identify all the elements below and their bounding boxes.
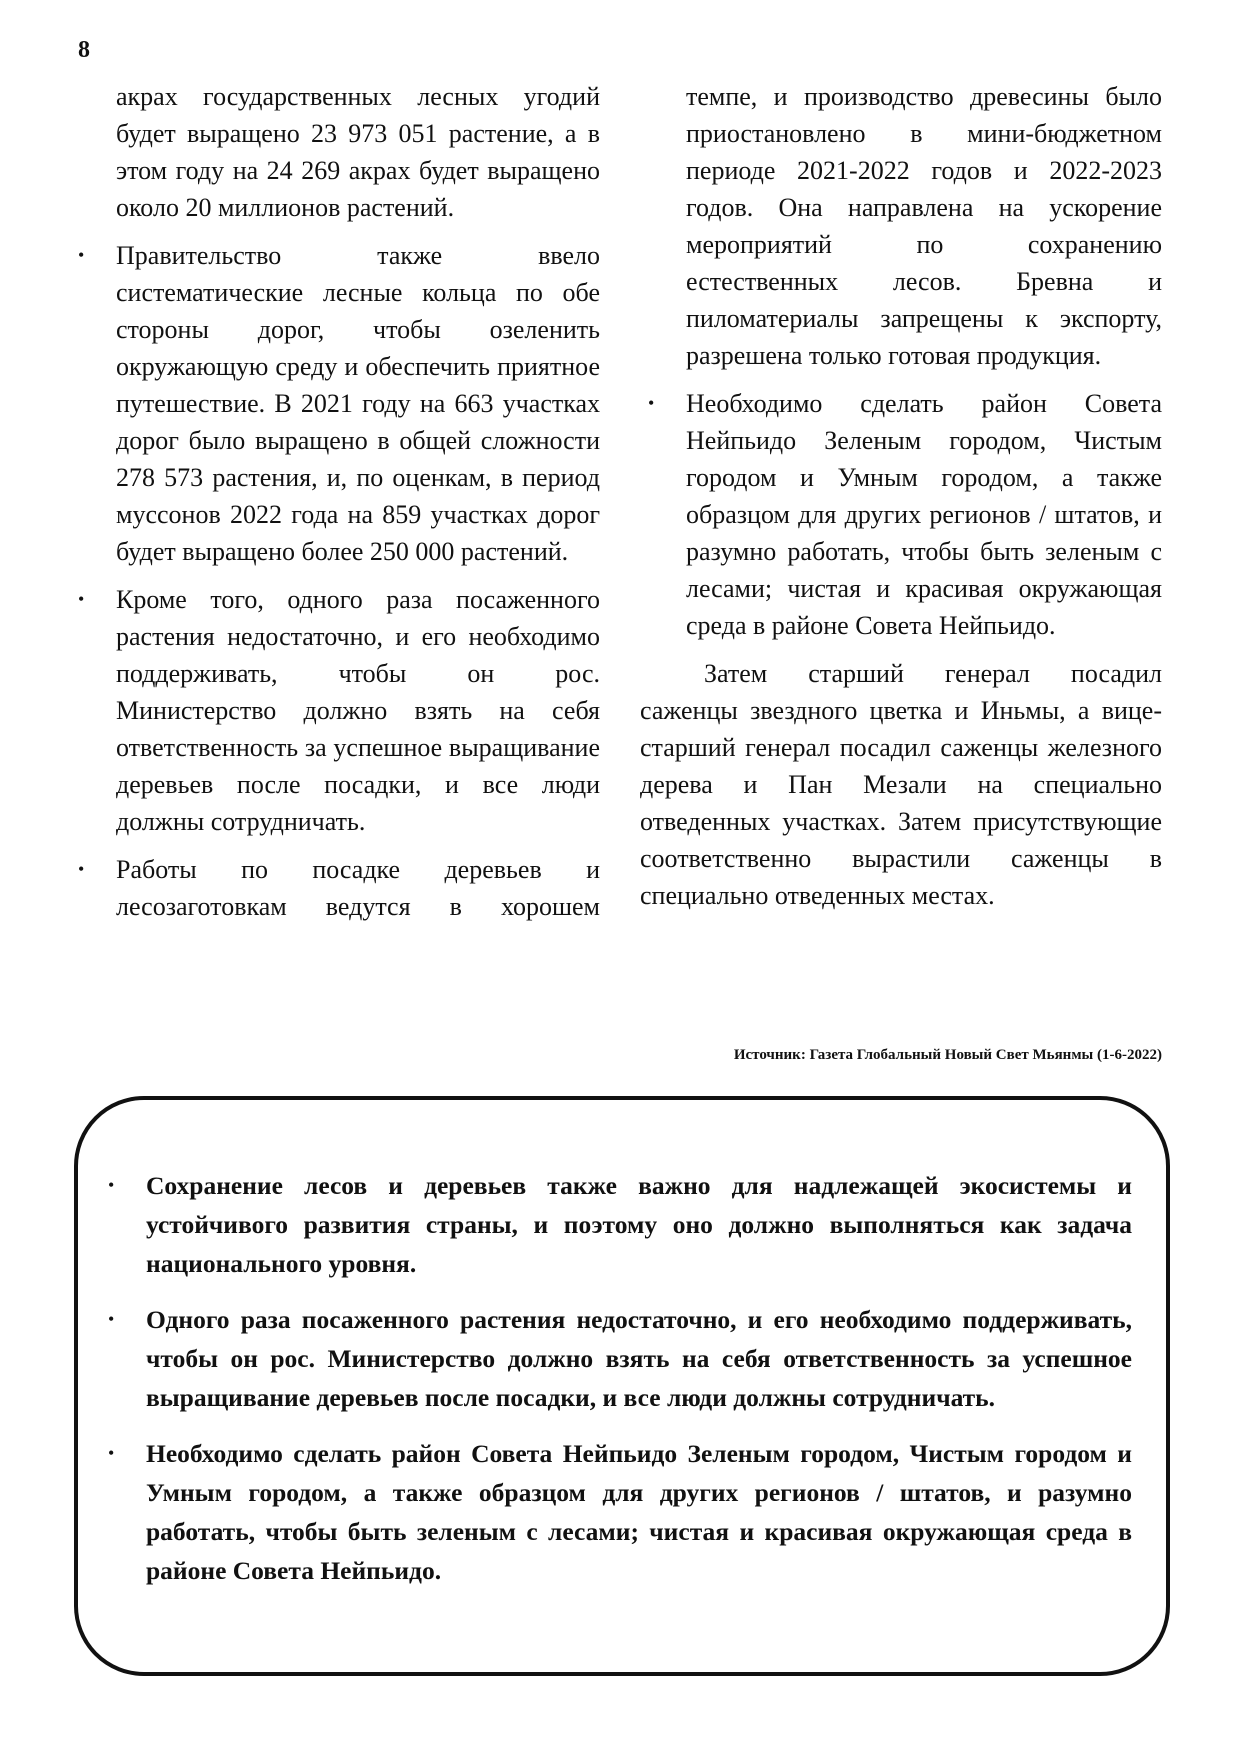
bullet-icon: • xyxy=(108,1443,115,1463)
bullet-icon: • xyxy=(108,1309,115,1329)
left-bullet-text: Кроме того, одного раза посаженного растения недостаточно, и его необходимо поддерживать, чтобы он рос. Министерство должно взять на себя ответственность за успешное выращивание деревьев после посадки, и все люди должны сотрудничать. xyxy=(116,585,600,836)
right-bullet-text: Необходимо сделать район Совета Нейпьидо Зеленым городом, Чистым городом и Умным городом, а также образцом для других регионов / штатов, и разумно работать, чтобы быть зеленым с лесами; чистая и красивая окружающая среда в районе Совета Нейпьидо. xyxy=(686,389,1162,640)
left-column xyxy=(70,78,600,936)
bullet-icon: • xyxy=(78,859,85,879)
source-citation: Источник: Газета Глобальный Новый Свет Мьянмы (1-6-2022) xyxy=(733,1047,1162,1063)
summary-bullet-item xyxy=(106,1300,1132,1417)
left-bullet-text: Работы по посадке деревьев и лесозаготовкам ведутся в хорошем xyxy=(116,855,600,921)
summary-bullet-item xyxy=(106,1434,1132,1590)
closing-paragraph: Затем старший генерал посадил саженцы звездного цветка и Иньмы, а вице-старший генерал посадил саженцы железного дерева и Пан Мезали на специально отведенных участках. Затем присутствующие соответственно вырастили саженцы в специально отведенных местах. xyxy=(640,659,1162,910)
summary-bullet-text: Сохранение лесов и деревьев также важно для надлежащей экосистемы и устойчивого развития страны, и поэтому оно должно выполняться как задача национального уровня. xyxy=(146,1171,1132,1278)
summary-bullet-item xyxy=(106,1166,1132,1283)
right-bullet-item xyxy=(640,385,1162,644)
page-number: 8 xyxy=(78,37,90,63)
summary-bullet-text: Одного раза посаженного растения недостаточно, и его необходимо поддерживать, чтобы он рос. Министерство должно взять на себя ответственность за успешное выращивание деревьев после посадки, и все люди должны сотрудничать. xyxy=(146,1305,1132,1412)
summary-box xyxy=(74,1096,1170,1676)
bullet-icon: • xyxy=(648,393,655,413)
left-bullet-item xyxy=(70,237,600,570)
left-bullet-item xyxy=(70,851,600,925)
summary-bullet-text: Необходимо сделать район Совета Нейпьидо Зеленым городом, Чистым городом и Умным городом, а также образцом для других регионов / штатов, и разумно работать, чтобы быть зеленым с лесами; чистая и красивая окружающая среда в районе Совета Нейпьидо. xyxy=(146,1439,1132,1585)
left-bullet-text: Правительство также ввело систематические лесные кольца по обе стороны дорог, чтобы озеленить окружающую среду и обеспечить приятное путешествие. В 2021 году на 663 участках дорог было выращено в общей сложности 278 573 растения, и, по оценкам, в период муссонов 2022 года на 859 участках дорог будет выращено более 250 000 растений. xyxy=(116,241,600,566)
bullet-icon: • xyxy=(108,1175,115,1195)
right-continuation-paragraph: темпе, и производство древесины было приостановлено в мини-бюджетном периоде 2021-2022 годов и 2022-2023 годов. Она направлена на ускорение мероприятий по сохранению естественных лесов. Бревна и пиломатериалы запрещены к экспорту, разрешена только готовая продукция. xyxy=(686,82,1162,370)
bullet-icon: • xyxy=(78,245,85,265)
right-column xyxy=(640,78,1162,925)
left-bullet-item xyxy=(70,581,600,840)
left-continuation-paragraph: акрах государственных лесных угодий будет выращено 23 973 051 растение, а в этом году на 24 269 акрах будет выращено около 20 миллионов растений. xyxy=(116,82,600,222)
bullet-icon: • xyxy=(78,589,85,609)
